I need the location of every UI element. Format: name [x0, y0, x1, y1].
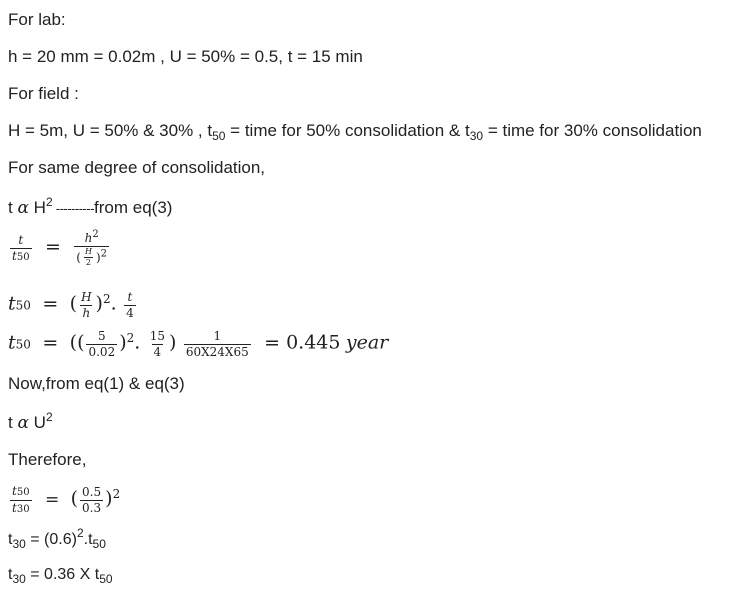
equals-sign: = [42, 331, 59, 354]
text-part: = 0.36 X t [25, 566, 100, 583]
symbol: t [12, 248, 17, 263]
subscript: 50 [212, 129, 226, 143]
text-part: H [28, 198, 46, 217]
lab-heading [8, 11, 66, 28]
fraction-H-over-2 [83, 248, 94, 268]
text-part: U [28, 413, 46, 432]
superscript: 2 [102, 291, 111, 306]
superscript: 2 [45, 195, 53, 209]
fraction-h2-over-H2 [74, 230, 109, 267]
equation-t50-expression [8, 291, 138, 319]
now-from-eq [8, 375, 185, 392]
numerator [83, 230, 101, 246]
alpha-symbol: α [17, 413, 29, 433]
numerator: 5 [98, 329, 106, 343]
superscript: 2 [112, 486, 121, 501]
denominator: 4 [126, 305, 134, 320]
subscript: 50 [16, 251, 30, 263]
denominator: 0.3 [82, 500, 102, 515]
superscript: 2 [100, 247, 108, 259]
fraction-5-over-002 [86, 330, 117, 358]
paren: ( [70, 487, 79, 510]
denominator: 2 [85, 257, 92, 267]
result-unit: year [345, 331, 389, 354]
numerator: t [127, 290, 133, 304]
numerator: 15 [149, 329, 165, 343]
numerator: H [84, 246, 92, 256]
field-heading [8, 85, 79, 102]
text-part: = (0.6) [25, 531, 77, 548]
subscript: 50 [92, 537, 106, 551]
subscript: 30 [12, 537, 26, 551]
subscript: 30 [12, 572, 26, 586]
fraction-05-over-03 [80, 486, 103, 514]
therefore-label: Therefore, [8, 450, 87, 469]
numerator: H [81, 290, 92, 304]
equals-sign: = [42, 292, 59, 315]
paren: ( [76, 249, 81, 264]
fraction-H-over-h [79, 291, 93, 319]
field-values-part: = time for 50% consolidation & t [225, 121, 470, 140]
symbol: t [12, 500, 17, 515]
lab-values-text: h = 20 mm = 0.02m , U = 50% = 0.5, t = 15 min [8, 47, 363, 66]
numerator [10, 485, 32, 500]
proportionality-U [8, 410, 53, 433]
fraction-t50-over-t30 [10, 485, 32, 515]
paren: ) [95, 249, 101, 264]
fraction-15-over-4 [148, 330, 167, 358]
text-part: t [8, 566, 13, 583]
dot: . [110, 292, 117, 315]
denominator [10, 248, 32, 264]
denominator: h [82, 305, 91, 320]
text-part: from eq(3) [94, 198, 173, 217]
equals-sign: = [44, 489, 60, 510]
denominator [10, 500, 32, 516]
subscript: 50 [15, 298, 31, 313]
paren: ) [105, 487, 113, 510]
t30-result [8, 566, 113, 586]
now-from-eq-text: Now,from eq(1) & eq(3) [8, 374, 185, 393]
t30-expression [8, 526, 106, 551]
symbol: t [8, 292, 16, 315]
result-value: 0.445 [286, 331, 341, 354]
dot: . [134, 331, 141, 354]
therefore-text [8, 451, 86, 468]
superscript: 2 [76, 526, 84, 540]
text-part: t [8, 531, 13, 548]
numerator: 0.5 [82, 484, 102, 499]
text-part: t [8, 198, 18, 217]
field-values [8, 121, 702, 143]
denominator: 4 [153, 344, 162, 359]
superscript: 2 [92, 229, 99, 240]
symbol: t [8, 331, 16, 354]
denominator: 0.02 [88, 344, 116, 359]
subscript: 50 [99, 572, 113, 586]
fraction-1-over-minutes [184, 330, 251, 358]
field-values-part: = time for 30% consolidation [483, 121, 702, 140]
alpha-symbol: α [17, 198, 29, 218]
dash-separator: ---------- [52, 201, 95, 216]
fraction-t-over-t50 [10, 234, 32, 263]
paren: ) [119, 331, 127, 354]
lab-values [8, 48, 363, 65]
symbol: h [84, 231, 93, 245]
equation-ratio-time [8, 230, 111, 267]
fraction-t-over-4 [124, 291, 136, 319]
equation-ratio-degree [8, 485, 120, 515]
denominator [74, 246, 109, 268]
paren: ) [169, 331, 177, 354]
numerator: t [18, 233, 24, 248]
paren: (( [69, 331, 85, 354]
subscript: 50 [15, 337, 31, 352]
superscript: 2 [45, 410, 53, 424]
equals-sign: = [44, 236, 61, 259]
text-part: .t [83, 531, 93, 548]
text-part: t [8, 413, 18, 432]
equation-t50-result [8, 330, 388, 358]
paren: ( [69, 292, 78, 315]
subscript: 30 [469, 129, 484, 143]
same-degree-label: For same degree of consolidation, [8, 158, 266, 177]
denominator: 60X24X65 [185, 344, 249, 359]
same-degree-text [8, 159, 265, 176]
lab-heading-text: For lab: [8, 10, 66, 29]
equals-sign: = [264, 331, 281, 354]
field-values-part: H = 5m, U = 50% & 30% , t [8, 121, 213, 140]
paren: ) [95, 292, 103, 315]
proportionality-H [8, 195, 173, 218]
subscript: 50 [16, 487, 30, 498]
superscript: 2 [126, 330, 135, 345]
field-heading-text: For field : [8, 84, 79, 103]
subscript: 30 [16, 503, 30, 515]
numerator: 1 [213, 329, 222, 343]
symbol: t [12, 484, 17, 498]
